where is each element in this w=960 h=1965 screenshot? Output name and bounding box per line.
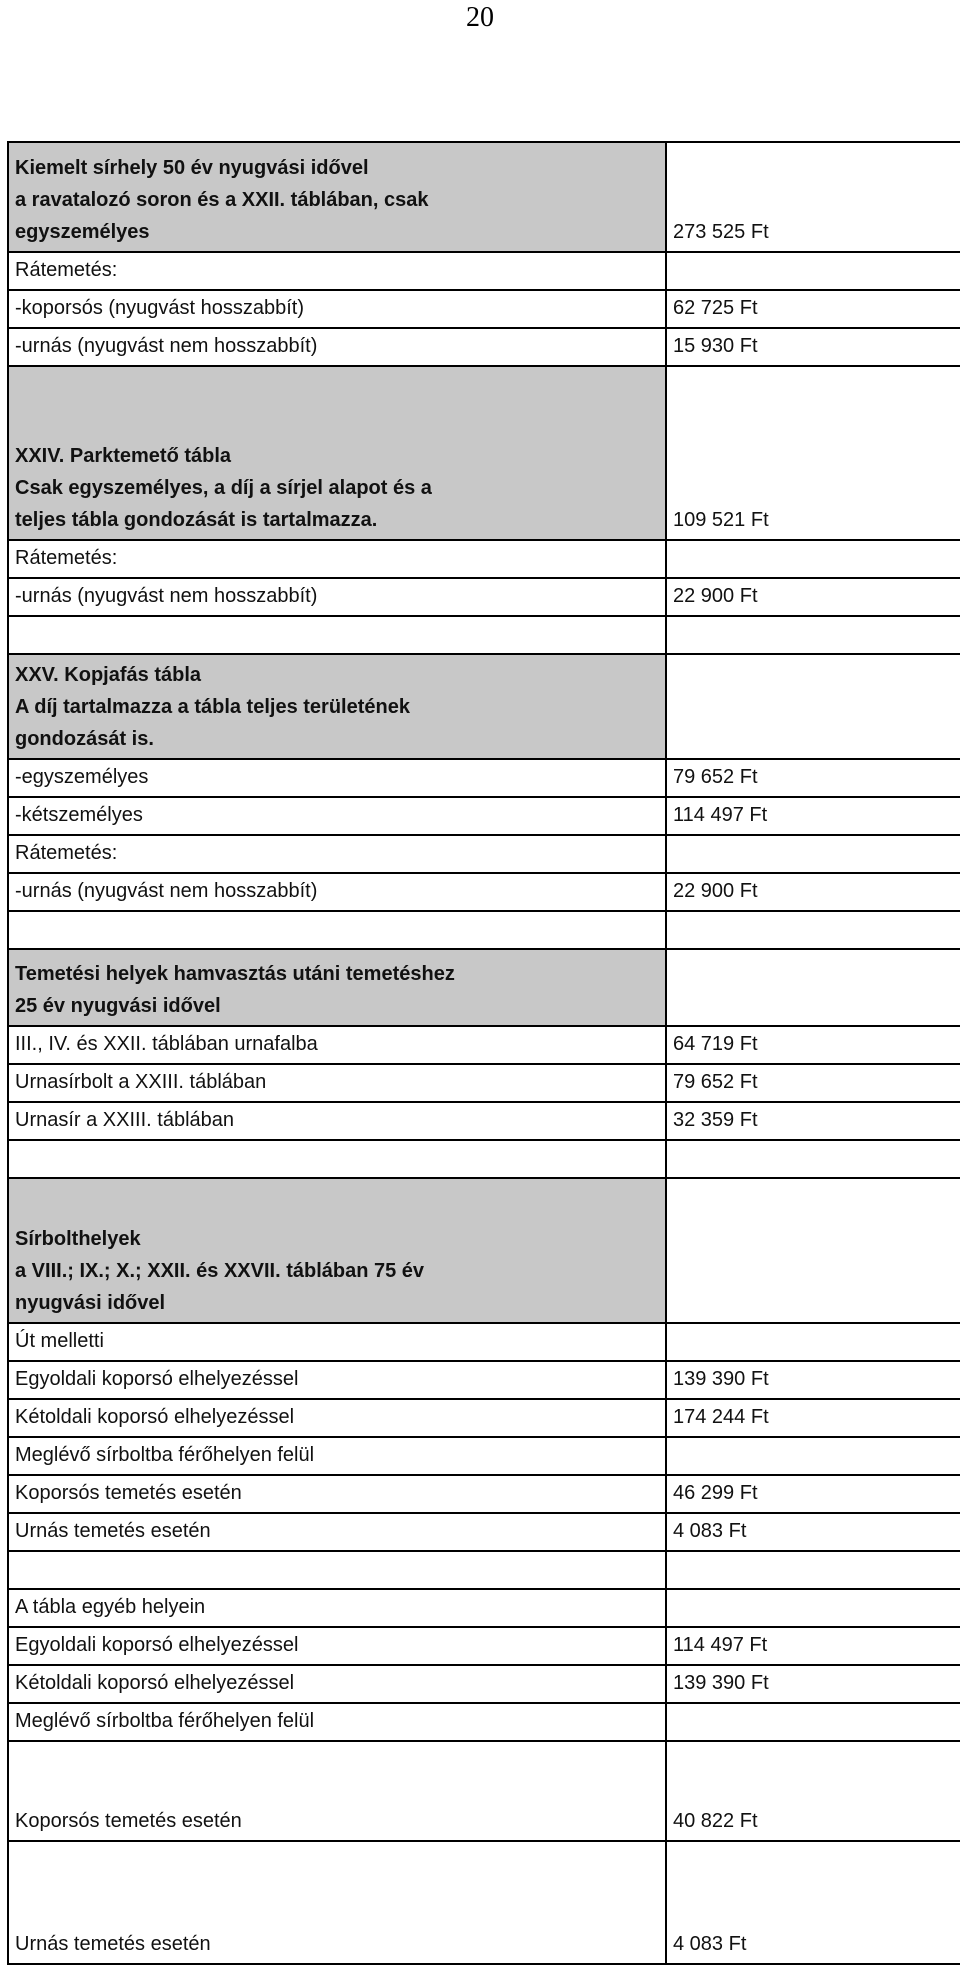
section-title-cell	[8, 654, 666, 759]
table-row	[8, 759, 960, 797]
price-cell	[666, 911, 960, 949]
description-line: -urnás (nyugvást nem hosszabbít)	[15, 585, 318, 607]
description-cell	[8, 1140, 666, 1178]
table-row	[8, 1102, 960, 1140]
price-cell	[666, 949, 960, 1026]
description-cell	[8, 1437, 666, 1475]
table-row	[8, 797, 960, 835]
description-cell	[8, 1399, 666, 1437]
table-row	[8, 540, 960, 578]
description-cell	[8, 1703, 666, 1741]
description-line: -koporsós (nyugvást hosszabbít)	[15, 297, 305, 319]
page-number: 20	[466, 2, 494, 33]
section-title-cell	[8, 366, 666, 540]
section-title-cell	[8, 142, 666, 252]
section-title-cell	[8, 1178, 666, 1323]
table-row	[8, 1741, 960, 1841]
table-row	[8, 1026, 960, 1064]
description-line: Urnasír a XXIII. táblában	[15, 1109, 235, 1131]
description-line: Urnasírbolt a XXIII. táblában	[15, 1071, 267, 1093]
description-line: Rátemetés:	[15, 547, 118, 569]
table-row	[8, 911, 960, 949]
price-cell	[666, 1178, 960, 1323]
description-line: Egyoldali koporsó elhelyezéssel	[15, 1634, 299, 1656]
price-cell: 64 719 Ft	[666, 1026, 960, 1064]
description-line: XXIV. Parktemető tábla	[15, 445, 232, 467]
description-line: Meglévő sírboltba férőhelyen felül	[15, 1444, 315, 1466]
table-row	[8, 873, 960, 911]
description-cell	[8, 1475, 666, 1513]
table-row	[8, 1551, 960, 1589]
description-cell	[8, 1589, 666, 1627]
description-line: Kétoldali koporsó elhelyezéssel	[15, 1406, 295, 1428]
price-cell: 109 521 Ft	[666, 366, 960, 540]
table-row	[8, 1665, 960, 1703]
table-row	[8, 1064, 960, 1102]
description-line: -urnás (nyugvást nem hosszabbít)	[15, 880, 318, 902]
price-cell	[666, 1703, 960, 1741]
table-row	[8, 1399, 960, 1437]
description-line: Urnás temetés esetén	[15, 1933, 211, 1955]
description-cell	[8, 616, 666, 654]
table-row	[8, 1627, 960, 1665]
description-cell	[8, 1665, 666, 1703]
description-line: Egyoldali koporsó elhelyezéssel	[15, 1368, 299, 1390]
table-row	[8, 835, 960, 873]
price-table-body	[8, 142, 960, 1964]
price-cell	[666, 654, 960, 759]
price-cell: 40 822 Ft	[666, 1741, 960, 1841]
table-row	[8, 1589, 960, 1627]
description-cell	[8, 540, 666, 578]
description-line: Kiemelt sírhely 50 év nyugvási idővel	[15, 157, 369, 179]
price-table	[7, 141, 960, 1965]
price-cell: 22 900 Ft	[666, 873, 960, 911]
price-cell	[666, 1437, 960, 1475]
price-cell: 79 652 Ft	[666, 759, 960, 797]
description-line: Temetési helyek hamvasztás utáni temetéshez	[15, 963, 455, 985]
description-line: nyugvási idővel	[15, 1292, 166, 1314]
price-cell: 273 525 Ft	[666, 142, 960, 252]
description-line: teljes tábla gondozását is tartalmazza.	[15, 509, 378, 531]
table-row	[8, 578, 960, 616]
description-cell	[8, 1627, 666, 1665]
description-line: Sírbolthelyek	[15, 1228, 141, 1250]
description-line: A díj tartalmazza a tábla teljes területének	[15, 696, 410, 718]
price-cell	[666, 540, 960, 578]
price-cell	[666, 835, 960, 873]
table-row	[8, 328, 960, 366]
description-line: Kétoldali koporsó elhelyezéssel	[15, 1672, 295, 1694]
description-line: -kétszemélyes	[15, 804, 143, 826]
description-line: Út melletti	[15, 1330, 104, 1352]
price-cell: 114 497 Ft	[666, 1627, 960, 1665]
table-row	[8, 1475, 960, 1513]
description-cell	[8, 835, 666, 873]
table-row	[8, 1323, 960, 1361]
description-line: Rátemetés:	[15, 842, 118, 864]
price-cell: 139 390 Ft	[666, 1665, 960, 1703]
description-cell	[8, 1513, 666, 1551]
description-cell	[8, 911, 666, 949]
description-line: III., IV. és XXII. táblában urnafalba	[15, 1033, 318, 1055]
description-cell	[8, 1361, 666, 1399]
price-cell	[666, 616, 960, 654]
table-row	[8, 252, 960, 290]
price-cell: 22 900 Ft	[666, 578, 960, 616]
table-row	[8, 1513, 960, 1551]
price-cell	[666, 1551, 960, 1589]
description-line: 25 év nyugvási idővel	[15, 995, 221, 1017]
section-header-row	[8, 949, 960, 1026]
price-cell	[666, 1140, 960, 1178]
description-line: Urnás temetés esetén	[15, 1520, 211, 1542]
description-cell	[8, 290, 666, 328]
description-line: A tábla egyéb helyein	[15, 1596, 206, 1618]
price-cell: 62 725 Ft	[666, 290, 960, 328]
section-header-row	[8, 366, 960, 540]
price-cell: 79 652 Ft	[666, 1064, 960, 1102]
table-row	[8, 616, 960, 654]
description-cell	[8, 797, 666, 835]
description-line: Csak egyszemélyes, a díj a sírjel alapot és a	[15, 477, 432, 499]
table-row	[8, 1361, 960, 1399]
price-cell: 32 359 Ft	[666, 1102, 960, 1140]
description-cell	[8, 1551, 666, 1589]
price-cell	[666, 1323, 960, 1361]
description-cell	[8, 1323, 666, 1361]
section-header-row	[8, 1178, 960, 1323]
description-cell	[8, 1102, 666, 1140]
price-cell: 4 083 Ft	[666, 1513, 960, 1551]
price-cell	[666, 1589, 960, 1627]
section-header-row	[8, 654, 960, 759]
description-line: a ravatalozó soron és a XXII. táblában, csak	[15, 189, 429, 211]
price-cell	[666, 252, 960, 290]
description-line: a VIII.; IX.; X.; XXII. és XXVII. táblában 75 év	[15, 1260, 425, 1282]
description-line: egyszemélyes	[15, 221, 150, 243]
description-line: Koporsós temetés esetén	[15, 1810, 242, 1832]
price-cell: 15 930 Ft	[666, 328, 960, 366]
description-line: -egyszemélyes	[15, 766, 149, 788]
description-cell	[8, 252, 666, 290]
description-line: Koporsós temetés esetén	[15, 1482, 242, 1504]
price-cell: 139 390 Ft	[666, 1361, 960, 1399]
table-row	[8, 1140, 960, 1178]
description-cell	[8, 1741, 666, 1841]
section-header-row	[8, 142, 960, 252]
table-row	[8, 1703, 960, 1741]
description-cell	[8, 578, 666, 616]
price-cell: 114 497 Ft	[666, 797, 960, 835]
price-cell: 46 299 Ft	[666, 1475, 960, 1513]
description-line: Meglévő sírboltba férőhelyen felül	[15, 1710, 315, 1732]
description-cell	[8, 873, 666, 911]
description-cell	[8, 759, 666, 797]
description-line: -urnás (nyugvást nem hosszabbít)	[15, 335, 318, 357]
table-row	[8, 1437, 960, 1475]
description-line: gondozását is.	[15, 728, 154, 750]
description-cell	[8, 1026, 666, 1064]
description-line: Rátemetés:	[15, 259, 118, 281]
table-row	[8, 290, 960, 328]
price-cell: 174 244 Ft	[666, 1399, 960, 1437]
description-cell	[8, 1064, 666, 1102]
description-line: XXV. Kopjafás tábla	[15, 664, 201, 686]
section-title-cell	[8, 949, 666, 1026]
price-cell: 4 083 Ft	[666, 1841, 960, 1964]
description-cell	[8, 328, 666, 366]
